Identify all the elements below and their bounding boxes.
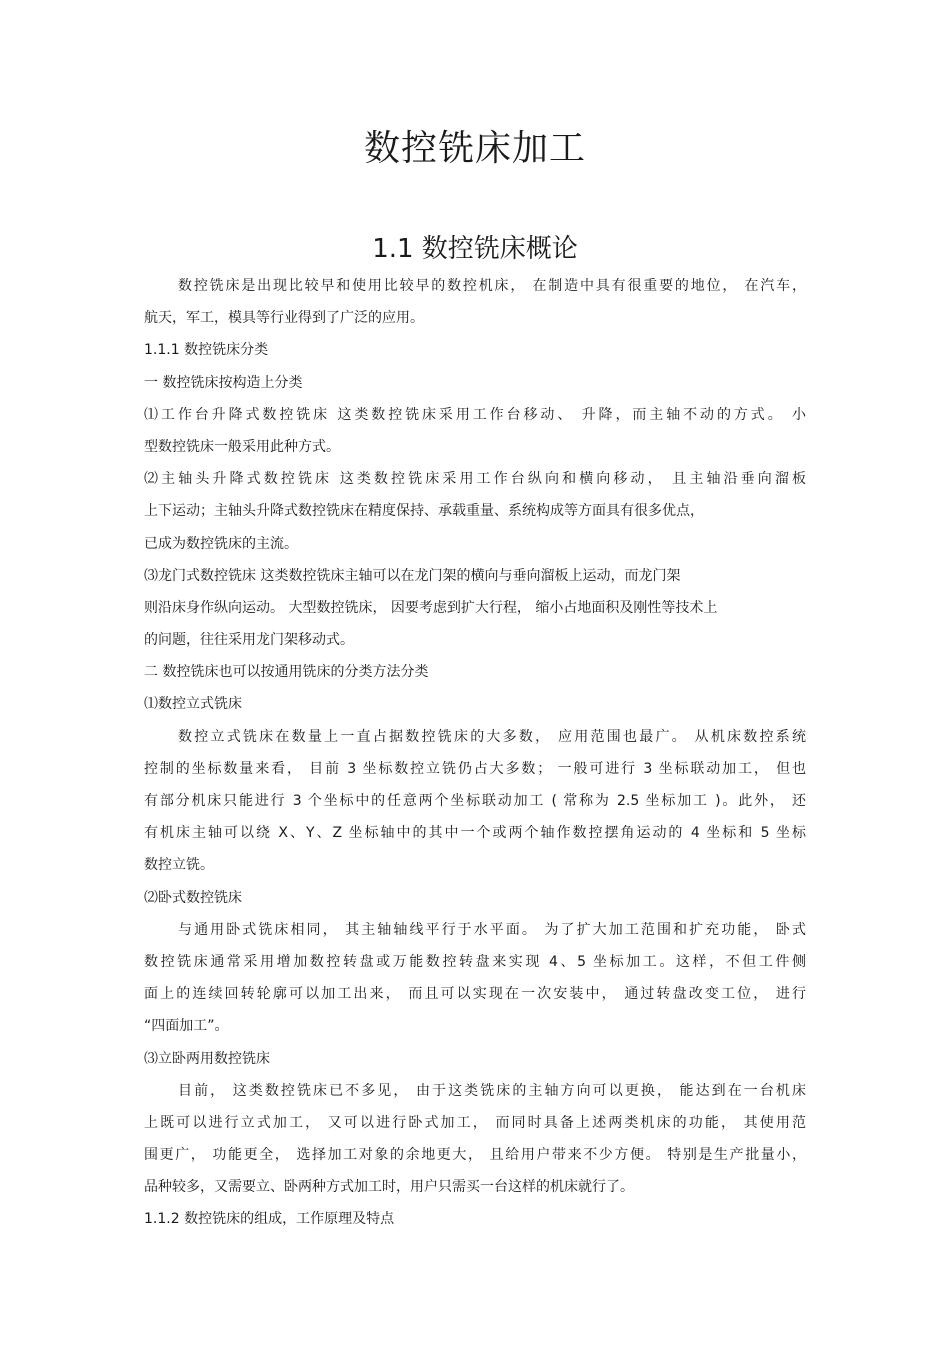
text-line: 上既可以进行立式加工， 又可以进行卧式加工， 而同时具备上述两类机床的功能， 其使用范 [144, 1114, 806, 1131]
text-line: ⑵卧式数控铣床 [144, 889, 242, 906]
text-line: ⑶立卧两用数控铣床 [144, 1050, 270, 1067]
text-line: ⑴工作台升降式数控铣床 这类数控铣床采用工作台移动、 升降，而主轴不动的方式。 小 [144, 406, 806, 423]
text-line: 上下运动；主轴头升降式数控铣床在精度保持、承载重量、系统构成等方面具有很多优点， [144, 503, 704, 520]
text-line: 与通用卧式铣床相同， 其主轴轴线平行于水平面。 为了扩大加工范围和扩充功能， 卧式 [178, 921, 806, 938]
text-line: 则沿床身作纵向运动。 大型数控铣床， 因要考虑到扩大行程， 缩小占地面积及刚性等技术上 [144, 599, 718, 616]
text-line: 目前， 这类数控铣床已不多见， 由于这类铣床的主轴方向可以更换， 能达到在一台机床 [178, 1082, 806, 1099]
text-line: ⑶龙门式数控铣床 这类数控铣床主轴可以在龙门架的横向与垂向溜板上运动，而龙门架 [144, 567, 681, 584]
text-line: 1.1.2 数控铣床的组成，工作原理及特点 [144, 1211, 395, 1228]
text-line: 型数控铣床一般采用此种方式。 [144, 438, 340, 455]
text-line: 已成为数控铣床的主流。 [144, 535, 298, 552]
text-line: 面上的连续回转轮廓可以加工出来， 而且可以实现在一次安装中， 通过转盘改变工位， 进行 [144, 986, 806, 1003]
body-text [144, 270, 806, 1236]
text-line: 数控铣床通常采用增加数控转盘或万能数控转盘来实现 4、5 坐标加工。这样，不但工件侧 [144, 953, 806, 970]
text-line: “四面加工”。 [144, 1018, 229, 1035]
document-title: 数控铣床加工 [363, 128, 586, 169]
text-line: 有机床主轴可以绕 X、Y、Z 坐标轴中的其中一个或两个轴作数控摆角运动的 4 坐标和 5 坐标 [144, 825, 806, 842]
text-line: 数控立铣。 [144, 857, 214, 874]
text-line: 1.1.1 数控铣床分类 [144, 342, 269, 359]
text-line: 一 数控铣床按构造上分类 [144, 374, 303, 391]
section-title: 1.1 数控铣床概论 [372, 234, 578, 264]
text-line: ⑵主轴头升降式数控铣床 这类数控铣床采用工作台纵向和横向移动， 且主轴沿垂向溜板 [144, 471, 806, 488]
text-line: ⑴数控立式铣床 [144, 696, 242, 713]
text-line: 航天，军工，模具等行业得到了广泛的应用。 [144, 310, 424, 327]
text-line: 围更广， 功能更全， 选择加工对象的余地更大， 且给用户带来不少方便。 特别是生产批量小， [144, 1147, 806, 1164]
text-line: 控制的坐标数量来看， 目前 3 坐标数控立铣仍占大多数； 一般可进行 3 坐标联动加工， 但也 [144, 760, 806, 777]
text-line: 品种较多，又需要立、卧两种方式加工时，用户只需买一台这样的机床就行了。 [144, 1179, 634, 1196]
text-line: 数控铣床是出现比较早和使用比较早的数控机床， 在制造中具有很重要的地位， 在汽车， [178, 278, 806, 294]
text-line: 有部分机床只能进行 3 个坐标中的任意两个坐标联动加工 ( 常称为 2.5 坐标加工 )。此外， 还 [144, 793, 806, 809]
text-line: 二 数控铣床也可以按通用铣床的分类方法分类 [144, 664, 429, 681]
text-line: 数控立式铣床在数量上一直占据数控铣床的大多数， 应用范围也最广。 从机床数控系统 [178, 728, 806, 745]
text-line: 的问题，往往采用龙门架移动式。 [144, 632, 354, 649]
